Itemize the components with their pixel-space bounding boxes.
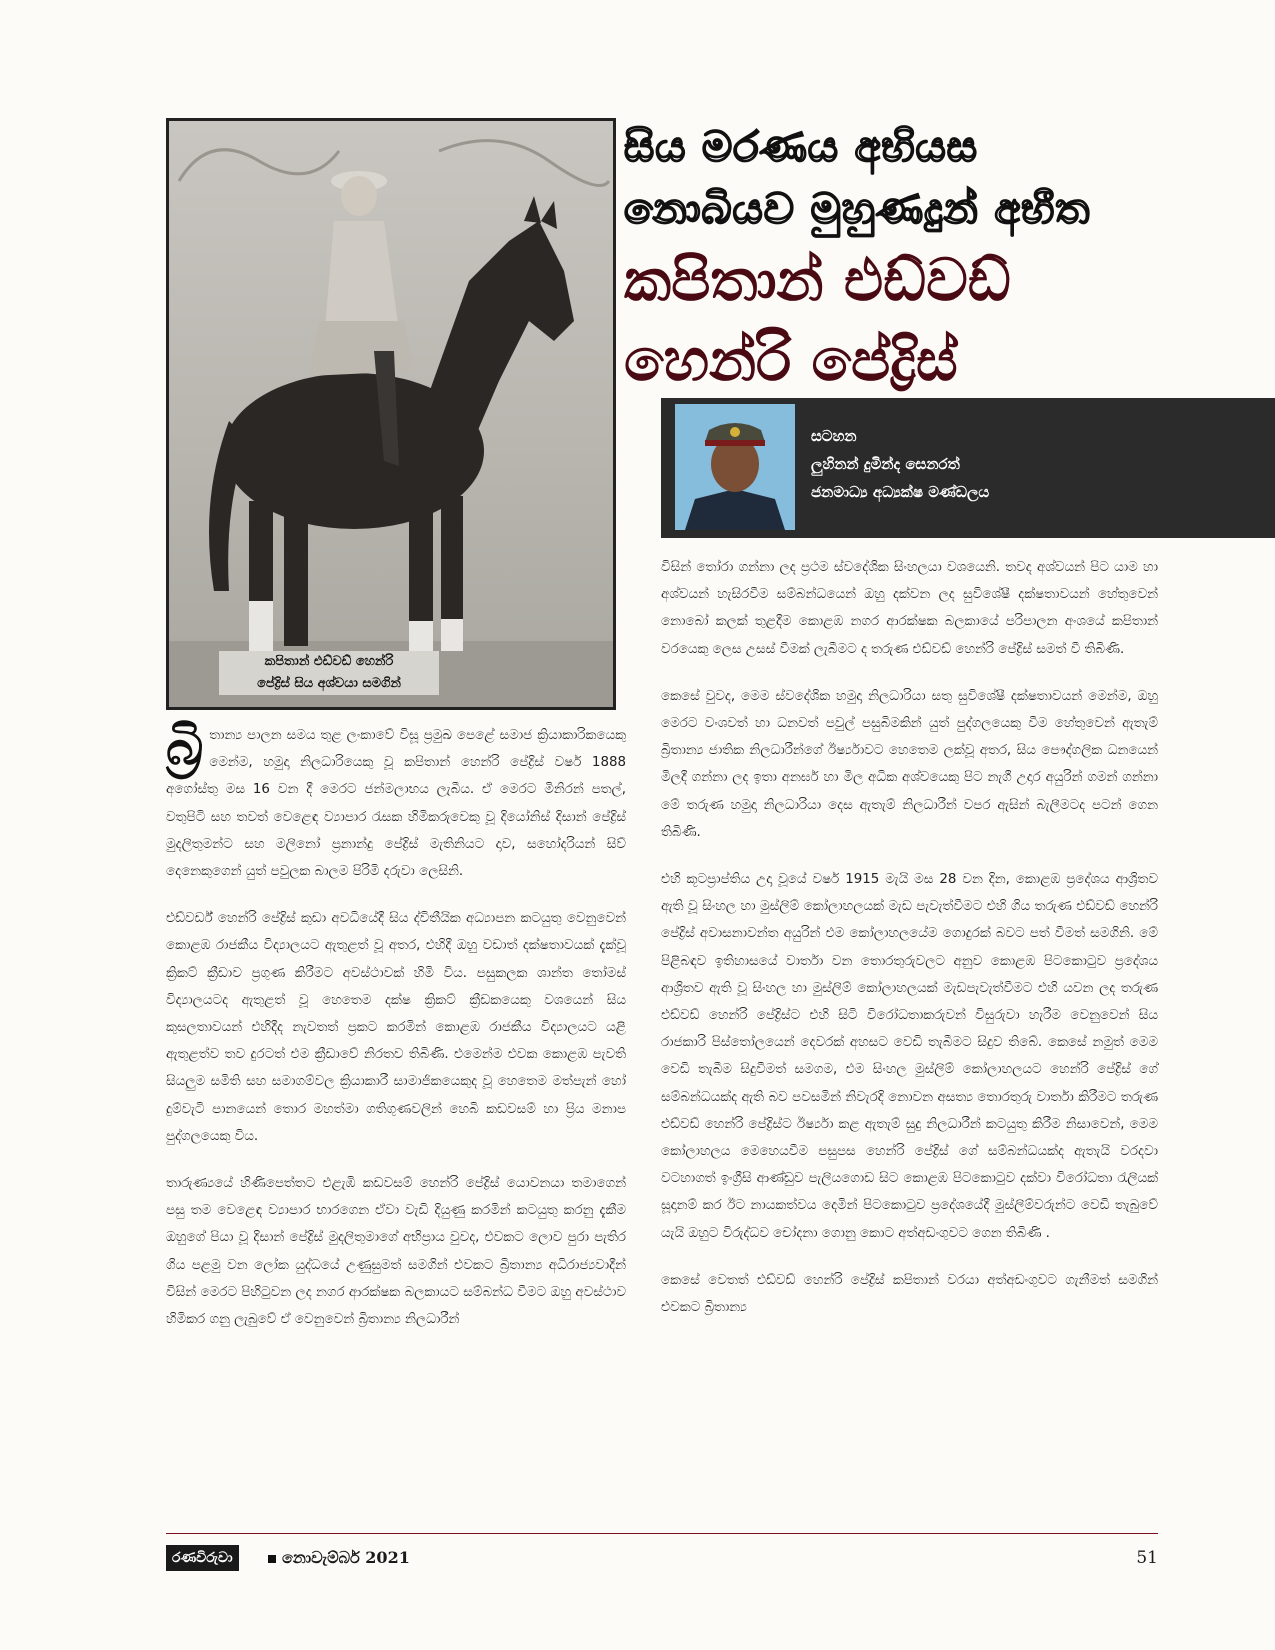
footer-divider [166, 1533, 1158, 1534]
horse-rider-illustration [169, 121, 613, 707]
drop-cap: බ්‍රි [166, 717, 204, 777]
photo-caption-line-2: පේද්‍රිස් සිය අශ්වයා සමගින් [257, 676, 401, 691]
paragraph: කෙසේ වෙතත් එඩ්වඩ් හෙන්රි පේද්‍රිස් කපිතාන් වරයා අත්අඩංගුවට ගැනීමත් සමගින් එවකට බ්‍රිතාන්‍ය [661, 1272, 1158, 1316]
horse-rider-photo [166, 118, 616, 710]
bullet-square-icon [268, 1555, 276, 1563]
paragraph: තාරුණ්‍යයේ හිණිපෙත්තට එළැඹි කඩවසම් හෙන්රි පේද්‍රිස් යොවනයා තමාගෙන් පසු තම වෙළෙඳ ව්‍යාපාර භාරගෙන ඒවා වැඩි දියුණු කරමින් කටයුතු කරනු දැකීම ඔහුගේ පියා වූ දිසාන් පේද්‍රිස් මුදලිතුමාගේ අභිප්‍රාය වුවද, එවකට ලොව පුරා පැතිර ගිය පළමු වන ලෝක යුද්ධයේ උණුසුමත් සමගින් එවකට බ්‍රිතාන්‍ය අධිරාජ්‍යවාදීන් විසින් මෙරට පිහිටුවන ලද නගර ආරක්ෂක බලකායට සම්බන්ධ වීමට ඔහු අවස්ථාව හිමිකර ගනු ලැබුවේ ඒ වෙනුවෙන් බ්‍රිතාන්‍ය නිලධාරීන් [166, 1176, 626, 1328]
page-number: 51 [1136, 1548, 1158, 1568]
title-line-3: කපිතාන් එඩ්වඩ් [624, 246, 1011, 314]
photo-caption-line-1: කපිතාන් එඩ්වඩ් හෙන්රි [264, 654, 394, 669]
magazine-logo: රණවිරුවා [166, 1545, 239, 1571]
title-line-2: නොබියව මුහුණදුන් අභීත [624, 184, 1091, 233]
author-label: සටහන [811, 427, 857, 445]
paragraph: එඩ්වර්ඩ් හෙන්රි පේද්‍රිස් කුඩා අවධියේදී සිය ද්විතීයික අධ්‍යාපන කටයුතු වෙනුවෙන් කොළඹ රාජකීය විද්‍යාලයට ඇතුළත් වූ අතර, එහිදී ඔහු වඩාත් දක්ෂතාවයක් දැක්වූ ක්‍රිකට් ක්‍රීඩාව ප්‍රගුණ කිරීමට අවස්ථාවක් හිමි විය. පසුකලක ශාන්ත තෝමස් විද්‍යාලයටද ඇතුළත් වූ හෙතෙම දක්ෂ ක්‍රිකට් ක්‍රීඩකයෙකු වශයෙන් සිය කුසලතාවයන් එහිදීද නැවතත් ප්‍රකට කරමින් කොළඹ රාජකීය විද්‍යාලයට යළි ඇතුළත්ව තව දුරටත් එම ක්‍රීඩාවේ නිරතව තිබිණි. එමෙන්ම එවක කොළඹ පැවති සියලුම සමිති සහ සමාගම්වල ක්‍රියාකාරී සාමාජිකයෙකුද වූ හෙතෙම මත්පැන් හෝ දුම්වැටි පානයෙන් තොර මහත්මා ගතිගුණවලින් හෙබි කඩවසම් හා ප්‍රිය මනාප පුද්ගලයෙකු විය. [166, 911, 626, 1144]
article-column-right [661, 554, 1158, 1341]
title-line-4: හෙන්රි පේද්‍රිස් [624, 326, 958, 394]
photo-caption [219, 651, 439, 695]
author-credit [811, 422, 989, 506]
author-portrait [675, 404, 795, 530]
title-line-1: සිය මරණය අභියස [624, 122, 978, 171]
paragraph [166, 717, 626, 885]
paragraph: එහි කූටප්‍රාප්තිය උදා වූයේ වර්ෂ 1915 මැයි මස 28 වන දින, කොළඹ ප්‍රදේශය ආශ්‍රිතව ඇති වූ සිංහල හා මුස්ලිම් කෝලාහලයක් මැඩ පැවැත්වීමට එහි ගිය තරුණ එඩ්වඩ් හෙන්රි පේද්‍රිස් අවාසනාවන්ත අයුරින් එම කෝලාහලයේම ගොදුරක් බවට පත් වීමත් සමගිනි. මේ පිළිබඳව ඉතිහාසයේ වාර්තා වන තොරතුරුවලට අනුව කොළඹ පිටකොටුව ප්‍රදේශය ආශ්‍රිතව ඇති වූ සිංහල හා මුස්ලිම් කෝලාහලයක් මැඩපැවැත්වීමට එහි යවන ලද තරුණ එඩ්වඩ් හෙන්රි පේද්‍රිස්ට එහි සිටි විරෝධතාකරුවන් විසුරුවා හැරීම වෙනුවෙන් සිය රාජකාරි පිස්තෝලයෙන් දෙවරක් අහසට වෙඩි තැබීමට සිදුව තිබේ. කෙසේ නමුත් මෙම වෙඩි තැබීම සිදුවීමත් සමගම, එම සිංහල මුස්ලිම් කෝලාහලයට හෙන්රි පේද්‍රිස් ගේ සම්බන්ධයක්ද ඇති බව පවසමින් නිවැරදි නොවන අසත්‍ය තොරතුරු වාර්තා කිරීමට තරුණ එඩ්වඩ් හෙන්රි පේද්‍රිස්ට ඊර්ෂ්‍යා කළ ඇතැම් සුදු නිලධාරීන් කටයුතු කිරීම නිසාවෙන්, මෙම කෝලාහලය මෙහෙයවීම පසුපස හෙන්රි පේද්‍රිස් ගේ සම්බන්ධයක්ද ඇතැයි වරදවා වටහාගත් ඉංග්‍රීසි ආණ්ඩුව පැලියගොඩ සිට කොළඹ පිටකොටුව දක්වා විරෝධතා රැලියක් සූදානම් කර ඊට නායකත්වය දෙමින් පිටකොටුව ප්‍රදේශයේදී මුස්ලිම්වරුන්ට වෙඩි තැබුවේ යැයි ඔහුට විරුද්ධව චෝදනා ගොනු කොට අත්අඩංගුවට ගෙන තිබිණි . [661, 872, 1158, 1241]
author-unit: ජනමාධ්‍ය අධ්‍යක්ෂ මණ්ඩලය [811, 483, 990, 501]
author-box [661, 398, 1275, 538]
paragraph-text: තාන්‍ය පාලන සමය තුළ ලංකාවේ විසූ ප්‍රමුඛ පෙළේ සමාජ ක්‍රියාකාරිකයෙකු මෙන්ම, හමුදා නිලධාරියෙකු වූ කපිතාන් හෙන්රි පේද්‍රිස් වර්ෂ 1888 අගෝස්තු මස 16 වන දී මෙරට ජන්මලාභය ලැබීය. ඒ මෙරට මිනිරන් පතල්, වතුපිටි සහ තවත් වෙළෙඳ ව්‍යාපාර රැසක හිමිකරුවෙකු වූ දියෝනිස් දිසාන් පේද්‍රිස් මුදලිතුමන්ට සහ මලිනෝ ප්‍රනාන්දු පේද්‍රිස් මැතිනියට දාව, සහෝදරියන් සිව් දෙනෙකුගෙන් යුත් පවුලක බාලම පිරිමි දරුවා ලෙසිනි. [166, 728, 626, 880]
paragraph: කෙසේ වුවද, මෙම ස්වදේශික හමුදා නිලධාරියා සතු සුවිශේෂී දක්ෂතාවයන් මෙන්ම, ඔහු මෙරට වංශවත් හා ධනවත් පවුල් පසුබිමකින් යුත් පුද්ගලයෙකු වීම හේතුවෙන් ඇතැම් බ්‍රිතාන්‍ය ජාතික නිලධාරීන්ගේ ඊර්ෂ්‍යාවට හෙතෙම ලක්වූ අතර, සිය පෞද්ගලික ධනයෙන් මිලදී ගන්නා ලද ඉතා අනර්ඝ හා මිල අධික අශ්වයෙකු පිට නැගී උදාර අයුරින් ගමන් ගන්නා මේ තරුණ හමුදා නිලධාරියා දෙස ඇතැම් නිලධාරීන් වපර ඇසින් බැලීමටද පටන් ගෙන තිබිණි. [661, 688, 1158, 840]
issue-date-text: නොවැම්බර් 2021 [282, 1548, 410, 1567]
author-photo [675, 404, 795, 530]
author-name: ලුහිනන් දුමින්ද සෙනරත් [811, 455, 960, 473]
paragraph: විසින් තෝරා ගන්නා ලද ප්‍රථම ස්වදේශික සිංහලයා වශයෙනි. තවද අශ්වයන් පිට යාම හා අශ්වයන් හැසිරවීම සම්බන්ධයෙන් ඔහු දක්වන ලද සුවිශේෂී දක්ෂතාවයන් හේතුවෙන් නොබෝ කලක් තුළදීම කොළඹ නගර ආරක්ෂක බලකායේ පරිපාලන අංශයේ කපිතාන් වරයෙකු ලෙස උසස් වීමක් ලැබීමට ද තරුණ එඩ්වඩ් හෙන්රි පේද්‍රිස් සමත් වී තිබිණි. [661, 560, 1158, 657]
article-title [624, 116, 1264, 400]
issue-date [268, 1545, 410, 1571]
article-column-left [166, 717, 626, 1353]
